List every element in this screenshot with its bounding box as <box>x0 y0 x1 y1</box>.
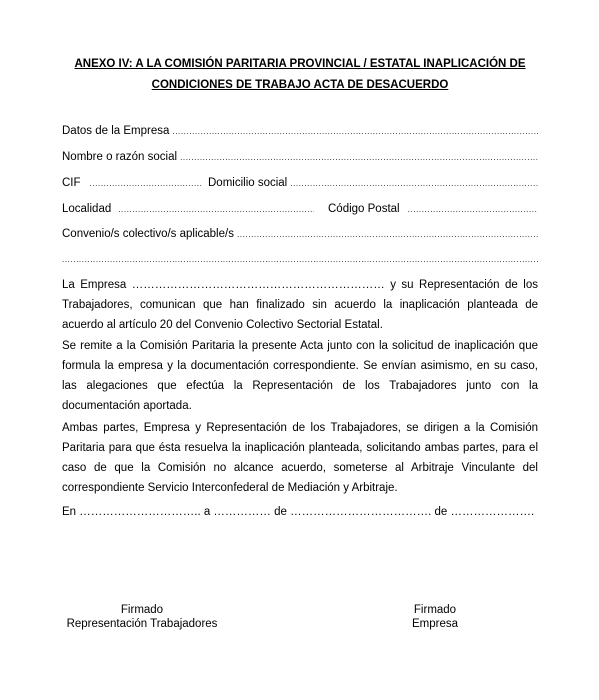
fill-in-dots <box>114 202 314 218</box>
fill-in-dots <box>237 227 538 243</box>
field-localidad[interactable] <box>62 202 314 218</box>
document-title <box>60 54 540 96</box>
field-datos-empresa[interactable] <box>62 124 538 140</box>
field-codigo-postal[interactable] <box>314 202 538 218</box>
signature-empresa <box>385 603 485 631</box>
fill-in-dots <box>62 252 538 268</box>
signature-label-firmado: Firmado <box>120 604 164 616</box>
date-place-line: En ………………………….. a …………… de ………………………………. de …………………. <box>62 506 535 518</box>
fill-in-dots <box>172 124 538 140</box>
signature-label-representacion: Representación Trabajadores <box>66 618 218 630</box>
field-label-razon-social: Nombre o razón social <box>62 151 178 163</box>
field-label-codigo-postal: Código Postal <box>328 203 400 215</box>
field-label-datos-empresa: Datos de la Empresa <box>62 125 170 137</box>
field-row-localidad-cp <box>62 202 538 218</box>
field-convenio[interactable] <box>62 227 538 243</box>
field-domicilio[interactable] <box>202 176 538 192</box>
field-row-cif-domicilio <box>62 176 538 192</box>
fill-in-dots <box>180 150 538 166</box>
paragraph-ambas-partes: Ambas partes, Empresa y Representación de los Trabajadores, se dirigen a la Comisión Paritaria para que ésta resuelva la inaplicación planteada, solicitando ambas partes, para el caso de que la Comisión no alcance acuerdo, someterse al Arbitraje Vinculante del correspondiente Servicio Interconfederal de Mediación y Arbitraje. <box>62 422 538 494</box>
fill-in-dots <box>290 176 538 192</box>
field-razon-social[interactable] <box>62 150 538 166</box>
signature-label-empresa: Empresa <box>411 618 459 630</box>
paragraph-remision: Se remite a la Comisión Paritaria la presente Acta junto con la solicitud de inaplicación que formula la empresa y la documentación correspondiente. Se envían asimismo, en su caso, las alegaciones que efectúa la Representación de los Trabajadores junto con la documentación aportada. <box>62 340 538 412</box>
field-label-cif: CIF <box>62 177 81 189</box>
signature-label-firmado: Firmado <box>413 604 457 616</box>
title-line-1: ANEXO IV: A LA COMISIÓN PARITARIA PROVINCIAL / ESTATAL INAPLICACIÓN DE <box>74 58 526 70</box>
title-line-2: CONDICIONES DE TRABAJO ACTA DE DESACUERDO <box>151 79 449 91</box>
signature-representacion <box>62 603 222 631</box>
fill-in-dots <box>408 202 538 218</box>
field-convenio-continuation[interactable] <box>62 252 538 268</box>
fill-in-dots <box>84 176 202 192</box>
field-label-convenio: Convenio/s colectivo/s aplicable/s <box>62 228 234 240</box>
field-cif[interactable] <box>62 176 202 192</box>
field-label-domicilio: Domicilio social <box>208 177 288 189</box>
field-label-localidad: Localidad <box>62 203 112 215</box>
paragraph-empresa: La Empresa ………………………………………………………… y su Representación de los Trabajadores, comunican que han finalizado sin acuerdo la inaplicación planteada de acuerdo al artículo 20 del Convenio Colectivo Sectorial Estatal. <box>62 279 538 331</box>
